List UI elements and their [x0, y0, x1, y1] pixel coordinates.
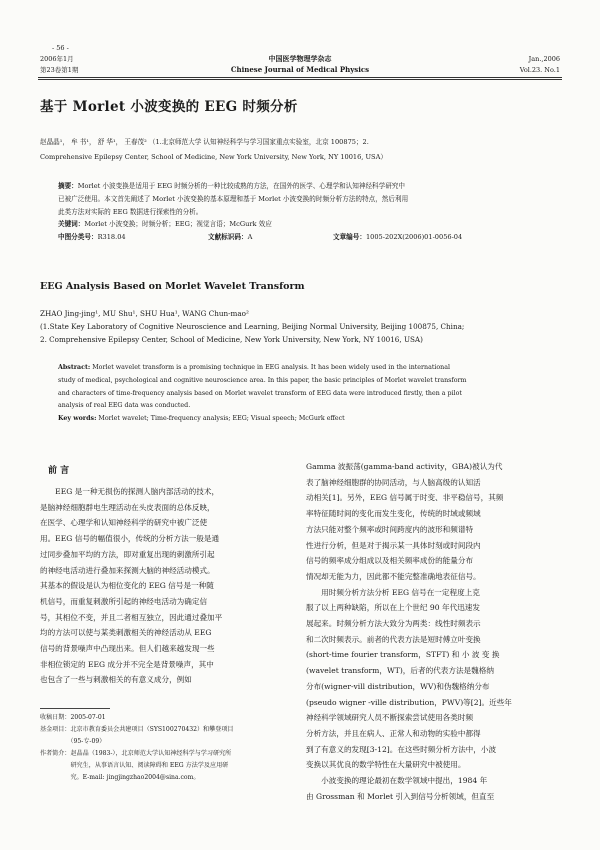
body-line: 其基本的假设是认为相位变化的 EEG 信号是一种随	[40, 581, 214, 591]
body-line: 分布(wigner-vill distribution，WV)和伪魏格纳分布	[306, 681, 490, 691]
footnote-line: 研究生，从事语言认知、阅读障碍和 EEG 方法学及应用研	[40, 762, 229, 769]
body-line: 展起来。时频分析方法大致分为两类：线性时频表示	[306, 619, 481, 629]
keywords-en-label: Key words:	[58, 415, 97, 423]
body-line: 服了以上两种缺陷，所以在上个世纪 90 年代迅速发	[306, 603, 480, 613]
body-line: 号，其相位不变，并且二者相互独立，因此通过叠加平	[40, 612, 223, 622]
body-line: 均的方法可以使与某类刺激相关的神经活动从 EEG	[40, 628, 212, 638]
body-line: 到了有意义的发现[3-12]。在这些时频分析方法中，小波	[306, 744, 497, 754]
header-volume-en: Vol.23. No.1	[519, 66, 560, 74]
affiliation-en-2: 2. Comprehensive Epilepsy Center, School of Medicine, New York University, New York, NY 10016, USA)	[40, 335, 423, 344]
body-line: 信号的频率成分组成以及相关频率成份的能量分布	[306, 556, 474, 566]
title-cn: 基于 Morlet 小波变换的 EEG 时频分析	[40, 99, 298, 115]
body-line: 情况却无能为力，因此都不能完整准确地表征信号。	[306, 571, 481, 581]
article-number: 1005-202X(2006)01-0056-04	[365, 233, 463, 242]
body-line: (wavelet transform，WT)，后者的代表方法是魏格纳	[306, 666, 494, 676]
abstract-en-label: Abstract:	[58, 364, 91, 371]
abstract-en-line: study of medical, psychological and cognitive neuroscience area. In this paper, the basic principles of Morlet wavelet transform	[58, 376, 467, 384]
abstract-en-line: and characters of time-frequency analysis based on Morlet wavelet transform of EEG data were introduced firstly, then a pilot	[58, 389, 462, 397]
authors-cn: 赵晶晶¹， 牟 书¹， 舒 华¹， 王春茂² （1.北京师范大学 认知神经科学与学习国家重点实验室，北京 100875；2.	[40, 138, 369, 146]
body-line: 机信号，而重复刺激所引起的神经电活动为确定信	[40, 596, 208, 606]
left-column	[40, 484, 292, 688]
body-line: 变换以其优良的数学特性在大量研究中被使用。	[306, 760, 466, 770]
header-date-cn: 2006年1月	[40, 55, 74, 63]
body-line: 神经科学领域研究人员不断探索尝试使用各类时频	[306, 713, 474, 723]
title-en: EEG Analysis Based on Morlet Wavelet Transform	[40, 281, 305, 292]
header-rule	[38, 77, 562, 78]
keywords-cn: Morlet 小波变换；时频分析；EEG；视觉言语；McGurk 效应	[84, 220, 272, 229]
body-line: 的神经电活动进行叠加来探测大脑的神经活动模式。	[40, 565, 215, 575]
body-line: 过同步叠加平均的方法，即对重复出现的刺激所引起	[40, 549, 215, 559]
footnote-rule	[40, 708, 110, 709]
keywords-cn-label: 关键词：	[58, 220, 85, 229]
body-line: 在医学、心理学和认知神经科学的研究中被广泛使	[40, 518, 208, 528]
authors-en: ZHAO Jing-jing¹, MU Shu¹, SHU Hua¹, WANG Chun-mao²	[40, 309, 249, 318]
body-line: 也包含了一些与刺激相关的有意义成分，例如	[40, 675, 192, 685]
body-line: 和二次时频表示。前者的代表方法是短时傅立叶变换	[306, 634, 481, 644]
journal-name-en: Chinese Journal of Medical Physics	[230, 65, 370, 74]
body-line: 表了脑神经细胞群的协同活动，与人脑高级的认知活	[306, 477, 481, 487]
abstract-cn-line: 已被广泛使用。本文首先阐述了 Morlet 小波变换的基本原理和基于 Morlet 小波变换的时频分析方法的特点，然后利用	[58, 194, 409, 203]
header-date-en: Jan.,2006	[528, 55, 560, 63]
header-rule-double	[38, 79, 562, 80]
body-line: (pseudo wigner -ville distribution，PWV)等[2]。近些年	[306, 697, 512, 707]
footnote-line: 基金项目：北京市教育委员会共建项目（SYS100270432）和攀登项目	[40, 726, 234, 733]
body-line: 用。EEG 信号的幅值很小，传统的分析方法一般是通	[40, 534, 220, 544]
abstract-en-line: analysis of real EEG data was conducted.	[58, 402, 191, 410]
keywords-en: Morlet wavelet; Time-frequency analysis; EEG; Visual speech; McGurk effect	[98, 415, 345, 423]
body-line: 由 Grossman 和 Morlet 引入到信号分析领域，但直至	[306, 791, 495, 801]
body-line: 信号的背景噪声中凸现出来。但人们越来越发现一些	[40, 644, 215, 654]
footnote-line: 究。E-mail: jingjingzhao2004@sina.com。	[40, 774, 200, 781]
page-number: - 56 -	[52, 44, 69, 52]
abstract-cn	[58, 180, 548, 244]
abstract-cn-line: 此类方法对实际的 EEG 数据进行探索性的分析。	[58, 207, 203, 216]
body-line: 分析方法，并且在病人、正常人和动物的实验中都得	[306, 728, 481, 738]
body-line: (short-time fourier transform，STFT) 和 小 波 变 换	[306, 650, 500, 660]
class-number-label: 中图分类号：	[58, 233, 98, 242]
footnote-line: 作者简介：赵晶晶（1983-），北京师范大学认知神经科学与学习研究所	[40, 750, 232, 757]
doc-code-label: 文献标识码：	[208, 233, 248, 242]
footnote-line: （95-专-09）	[40, 738, 106, 745]
right-column	[306, 459, 558, 804]
body-line: EEG 是一种无损伤的探测人脑内部活动的技术，	[40, 487, 220, 496]
header-volume-cn: 第23卷第1期	[40, 66, 79, 74]
body-line: 性进行分析，但是对于揭示某一具体时刻或时间段内	[306, 540, 481, 550]
affiliation-en-1: (1.State Key Laboratory of Cognitive Neuroscience and Learning, Beijing Normal University, Beijing 100875, China;	[40, 322, 465, 331]
body-line: 小波变换的理论最初在数学领域中提出，1984 年	[306, 776, 488, 786]
body-line: 用时频分析方法分析 EEG 信号在一定程度上克	[306, 587, 480, 597]
body-line: 动相关[1]。另外，EEG 信号属于时变、非平稳信号，其频	[306, 493, 504, 503]
body-line: 率特征随时间的变化而发生变化，传统的时域或频域	[306, 509, 481, 519]
journal-name-cn: 中国医学物理学杂志	[268, 54, 332, 63]
abstract-en	[58, 362, 548, 426]
abstract-cn-label: 摘要：	[58, 182, 78, 190]
abstract-en-line: Morlet wavelet transform is a promising technique in EEG analysis. It has been widely used in the international	[92, 364, 451, 371]
section-heading-intro: 前 言	[48, 466, 70, 476]
affiliation-cn-line2: Comprehensive Epilepsy Center, School of Medicine, New York University, New York, NY 10016, USA）	[40, 153, 387, 161]
footnotes	[40, 712, 296, 784]
class-number: R318.04	[97, 233, 126, 242]
footnote-line: 收稿日期：2005-07-01	[40, 714, 106, 721]
doc-code: A	[247, 233, 253, 242]
body-line: 方法只能对整个频率或时间跨度内的波形和频谱特	[306, 524, 474, 534]
body-line: Gamma 波振荡(gamma-band activity，GBA)被认为代	[306, 462, 503, 471]
body-line: 非相位锁定的 EEG 成分并不完全是背景噪声，其中	[40, 659, 214, 669]
article-number-label: 文章编号：	[333, 233, 366, 242]
body-line: 是脑神经细胞群电生理活动在头皮表面的总体反映，	[40, 502, 215, 512]
abstract-cn-line: Morlet 小波变换是适用于 EEG 时频分析的一种比较成熟的方法，在国外的医学、心理学和认知神经科学研究中	[77, 182, 406, 190]
